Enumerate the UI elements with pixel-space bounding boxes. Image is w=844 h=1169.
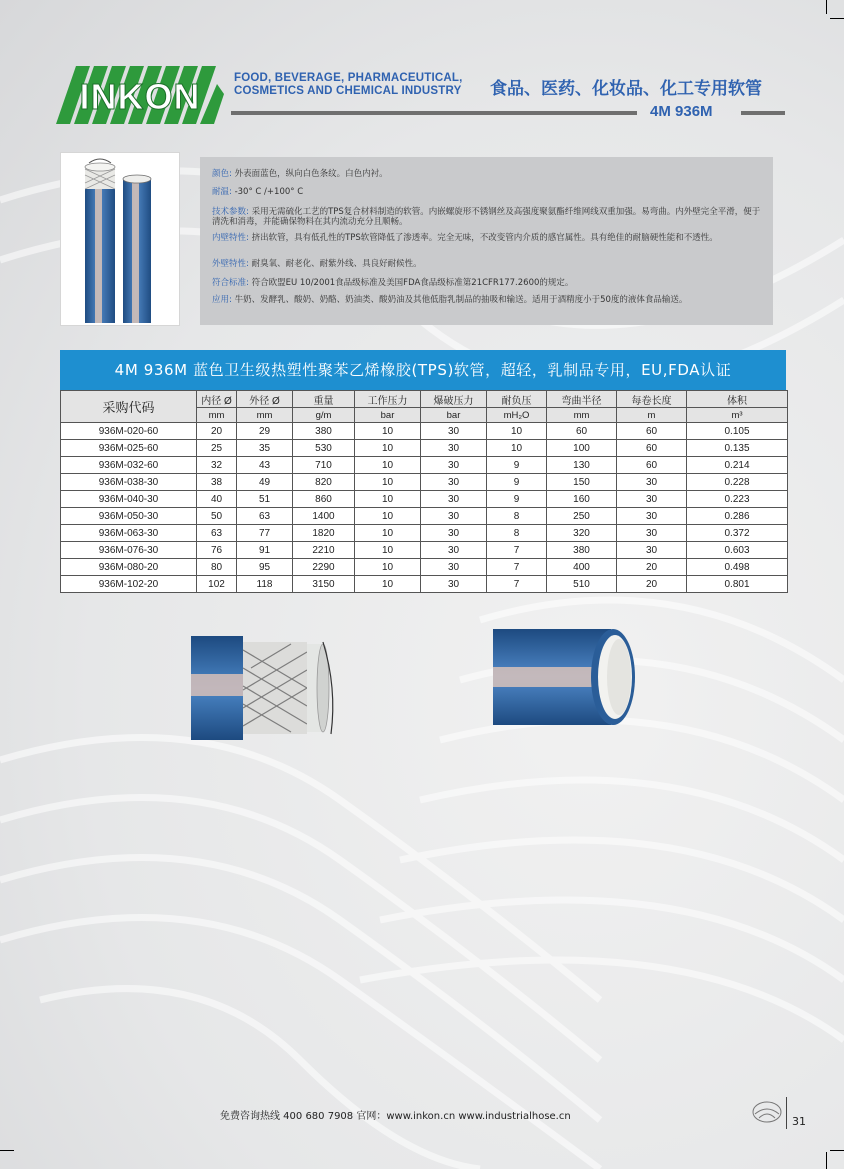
table-cell: 20 — [617, 576, 687, 593]
crop-mark — [826, 0, 827, 14]
footer-contact: 免费咨询热线 400 680 7908 官网：www.inkon.cn www.industrialhose.cn — [220, 1111, 571, 1122]
table-cell: 20 — [197, 423, 237, 440]
unit-cell: g/m — [293, 408, 355, 423]
table-cell: 10 — [355, 576, 421, 593]
table-cell: 7 — [487, 576, 547, 593]
spec-temperature — [212, 187, 764, 197]
table-cell: 3150 — [293, 576, 355, 593]
table-cell: 30 — [617, 508, 687, 525]
spec-table — [60, 390, 788, 593]
hose-section-image — [493, 627, 636, 727]
hose-cutaway-image — [191, 628, 341, 740]
table-cell: 8 — [487, 525, 547, 542]
logo-wordmark: INKON — [79, 76, 201, 117]
table-cell: 60 — [617, 440, 687, 457]
brand-logo — [56, 62, 226, 128]
table-cell: 8 — [487, 508, 547, 525]
table-cell: 10 — [355, 491, 421, 508]
table-cell: 2290 — [293, 559, 355, 576]
table-cell: 10 — [355, 559, 421, 576]
header-coil-length: 每卷长度 — [617, 391, 687, 408]
table-cell: 0.603 — [687, 542, 788, 559]
table-cell: 7 — [487, 542, 547, 559]
table-cell: 32 — [197, 457, 237, 474]
crop-mark — [0, 1150, 14, 1151]
table-cell: 10 — [487, 423, 547, 440]
table-title: 4M 936M 蓝色卫生级热塑性聚苯乙烯橡胶(TPS)软管，超轻，乳制品专用，EU,FDA认证 — [60, 350, 786, 390]
product-code-cell: 936M-025-60 — [61, 440, 197, 457]
spec-text: 外表面蓝色，纵向白色条纹。白色内衬。 — [234, 169, 388, 179]
table-cell: 63 — [237, 508, 293, 525]
footer-emblem-icon — [749, 1096, 785, 1126]
spec-panel — [200, 157, 773, 325]
header-code: 采购代码 — [61, 391, 197, 423]
spec-text: 牛奶、发酵乳、酸奶、奶酪、奶油类、酸奶油及其他低脂乳制品的抽吸和输送。适用于酒精度小于50度的液体食品输送。 — [234, 295, 688, 305]
table-body — [61, 423, 788, 593]
table-cell: 30 — [421, 542, 487, 559]
table-row — [61, 542, 788, 559]
unit-cell: m³ — [687, 408, 788, 423]
spec-text: 挤出软管，具有低孔性的TPS软管降低了渗透率。完全无味，不改变管内介质的感官属性。具有绝佳的耐脑硬性能和不透性。 — [251, 233, 718, 243]
unit-cell: mm — [197, 408, 237, 423]
crop-mark — [830, 1150, 844, 1151]
table-row — [61, 440, 788, 457]
spec-technical — [212, 207, 764, 227]
table-cell: 10 — [355, 542, 421, 559]
category-english-line-2: COSMETICS AND CHEMICAL INDUSTRY — [234, 85, 462, 97]
table-cell: 60 — [617, 423, 687, 440]
header-weight: 重量 — [293, 391, 355, 408]
spec-label: 耐温: — [212, 187, 232, 197]
product-code-cell: 936M-050-30 — [61, 508, 197, 525]
table-cell: 10 — [487, 440, 547, 457]
table-cell: 0.801 — [687, 576, 788, 593]
header-bend-radius: 弯曲半径 — [547, 391, 617, 408]
product-code-cell: 936M-102-20 — [61, 576, 197, 593]
table-cell: 30 — [421, 559, 487, 576]
header-rule-left — [231, 111, 637, 115]
crop-mark — [830, 18, 844, 19]
table-header-row — [61, 391, 788, 408]
header-outer-diameter: 外径 Ø — [237, 391, 293, 408]
table-cell: 30 — [421, 576, 487, 593]
page-number: 31 — [792, 1115, 806, 1128]
table-cell: 860 — [293, 491, 355, 508]
spec-standards — [212, 278, 764, 288]
table-cell: 10 — [355, 508, 421, 525]
table-cell: 30 — [617, 542, 687, 559]
spec-color — [212, 169, 764, 179]
table-cell: 380 — [293, 423, 355, 440]
spec-label: 颜色: — [212, 169, 232, 179]
table-cell: 9 — [487, 474, 547, 491]
crop-mark — [826, 1152, 827, 1169]
table-cell: 10 — [355, 440, 421, 457]
table-cell: 60 — [547, 423, 617, 440]
spec-application — [212, 295, 764, 305]
table-row — [61, 525, 788, 542]
product-code-cell: 936M-080-20 — [61, 559, 197, 576]
table-cell: 0.498 — [687, 559, 788, 576]
spec-text: 符合欧盟EU 10/2001食品级标准及美国FDA食品级标准第21CFR177.2600的规定。 — [251, 278, 574, 288]
table-cell: 1400 — [293, 508, 355, 525]
table-row — [61, 423, 788, 440]
category-english-line-1: FOOD, BEVERAGE, PHARMACEUTICAL, — [234, 72, 463, 84]
table-cell: 76 — [197, 542, 237, 559]
table-cell: 0.228 — [687, 474, 788, 491]
table-cell: 380 — [547, 542, 617, 559]
product-code-cell: 936M-040-30 — [61, 491, 197, 508]
model-code: 4M 936M — [650, 103, 713, 120]
table-cell: 150 — [547, 474, 617, 491]
table-row — [61, 576, 788, 593]
table-cell: 80 — [197, 559, 237, 576]
table-cell: 10 — [355, 423, 421, 440]
table-cell: 30 — [421, 440, 487, 457]
product-code-cell: 936M-063-30 — [61, 525, 197, 542]
table-cell: 30 — [617, 491, 687, 508]
unit-cell: m — [617, 408, 687, 423]
unit-cell: mH₂O — [487, 408, 547, 423]
table-cell: 10 — [355, 474, 421, 491]
table-cell: 43 — [237, 457, 293, 474]
table-cell: 30 — [421, 525, 487, 542]
table-cell: 91 — [237, 542, 293, 559]
header-working-pressure: 工作压力 — [355, 391, 421, 408]
table-cell: 820 — [293, 474, 355, 491]
table-cell: 40 — [197, 491, 237, 508]
hose-pair-image — [61, 153, 179, 325]
table-cell: 0.223 — [687, 491, 788, 508]
table-row — [61, 508, 788, 525]
table-cell: 100 — [547, 440, 617, 457]
table-cell: 9 — [487, 457, 547, 474]
table-cell: 10 — [355, 457, 421, 474]
table-cell: 30 — [421, 508, 487, 525]
table-cell: 710 — [293, 457, 355, 474]
table-cell: 0.372 — [687, 525, 788, 542]
table-cell: 102 — [197, 576, 237, 593]
table-cell: 130 — [547, 457, 617, 474]
table-cell: 35 — [237, 440, 293, 457]
category-chinese: 食品、医药、化妆品、化工专用软管 — [490, 79, 762, 99]
table-cell: 118 — [237, 576, 293, 593]
table-cell: 250 — [547, 508, 617, 525]
table-cell: 0.286 — [687, 508, 788, 525]
table-cell: 20 — [617, 559, 687, 576]
table-row — [61, 457, 788, 474]
header-volume: 体积 — [687, 391, 788, 408]
table-cell: 160 — [547, 491, 617, 508]
table-cell: 60 — [617, 457, 687, 474]
spec-label: 内壁特性: — [212, 233, 249, 243]
table-cell: 400 — [547, 559, 617, 576]
table-cell: 25 — [197, 440, 237, 457]
spec-label: 应用: — [212, 295, 232, 305]
product-code-cell: 936M-038-30 — [61, 474, 197, 491]
table-cell: 2210 — [293, 542, 355, 559]
table-cell: 0.105 — [687, 423, 788, 440]
table-cell: 38 — [197, 474, 237, 491]
table-cell: 510 — [547, 576, 617, 593]
category-english — [234, 72, 463, 98]
spec-text: 耐臭氧、耐老化、耐紫外线、具良好耐候性。 — [251, 259, 422, 269]
table-cell: 63 — [197, 525, 237, 542]
header-rule-right — [741, 111, 785, 115]
table-cell: 0.214 — [687, 457, 788, 474]
table-cell: 30 — [421, 474, 487, 491]
table-cell: 320 — [547, 525, 617, 542]
header-vacuum: 耐负压 — [487, 391, 547, 408]
spec-outer-wall — [212, 259, 764, 269]
table-cell: 30 — [617, 474, 687, 491]
table-cell: 7 — [487, 559, 547, 576]
table-row — [61, 559, 788, 576]
table-cell: 77 — [237, 525, 293, 542]
table-cell: 95 — [237, 559, 293, 576]
table-cell: 0.135 — [687, 440, 788, 457]
table-cell: 9 — [487, 491, 547, 508]
table-cell: 530 — [293, 440, 355, 457]
table-cell: 30 — [421, 491, 487, 508]
table-cell: 1820 — [293, 525, 355, 542]
product-code-cell: 936M-032-60 — [61, 457, 197, 474]
header-burst-pressure: 爆破压力 — [421, 391, 487, 408]
table-cell: 29 — [237, 423, 293, 440]
spec-label: 符合标准: — [212, 278, 249, 288]
spec-text: 采用无需硫化工艺的TPS复合材料制造的软管。内嵌螺旋形不锈钢丝及高强度聚氨酯纤维网线双重加强。易弯曲。内外壁完全平滑，便于清洗和消毒，并能确保物料在其内流动充分且顺畅。 — [212, 207, 761, 227]
table-row — [61, 491, 788, 508]
unit-cell: mm — [547, 408, 617, 423]
table-cell: 30 — [421, 423, 487, 440]
table-cell: 51 — [237, 491, 293, 508]
spec-label: 外壁特性: — [212, 259, 249, 269]
product-code-cell: 936M-020-60 — [61, 423, 197, 440]
unit-cell: bar — [355, 408, 421, 423]
table-cell: 49 — [237, 474, 293, 491]
spec-label: 技术参数: — [212, 207, 249, 217]
table-cell: 50 — [197, 508, 237, 525]
header-inner-diameter: 内径 Ø — [197, 391, 237, 408]
table-cell: 30 — [617, 525, 687, 542]
spec-inner-wall — [212, 233, 764, 243]
table-row — [61, 474, 788, 491]
product-photo — [60, 152, 180, 326]
table-cell: 30 — [421, 457, 487, 474]
spec-text: -30° C /+100° C — [234, 187, 304, 197]
footer-divider — [786, 1097, 787, 1129]
unit-cell: mm — [237, 408, 293, 423]
table-cell: 10 — [355, 525, 421, 542]
product-code-cell: 936M-076-30 — [61, 542, 197, 559]
unit-cell: bar — [421, 408, 487, 423]
